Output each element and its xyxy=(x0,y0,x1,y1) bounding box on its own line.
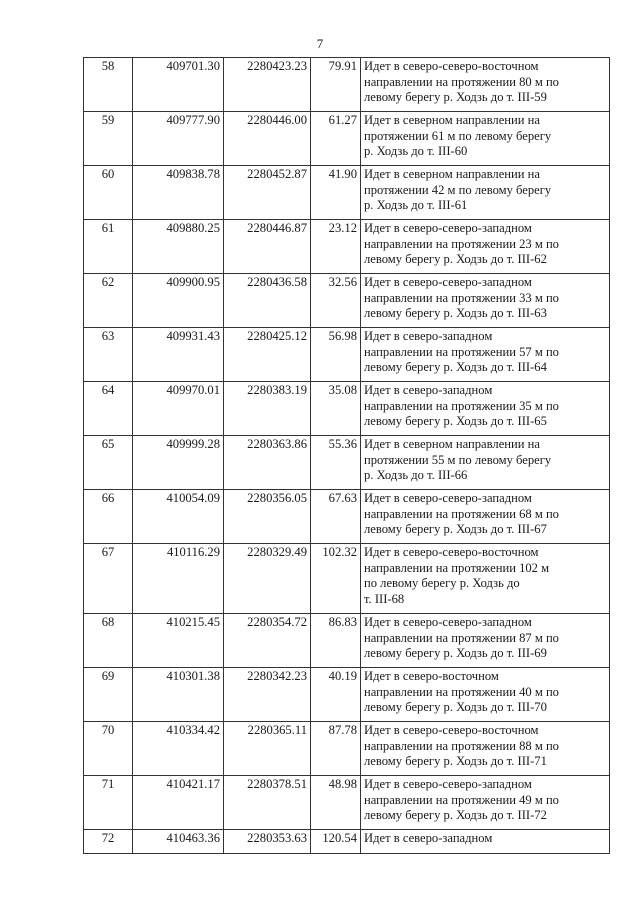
point-number: 69 xyxy=(84,668,133,722)
coordinate-y: 2280452.87 xyxy=(224,166,311,220)
point-number: 64 xyxy=(84,382,133,436)
coordinate-x: 410334.42 xyxy=(133,722,224,776)
table-row xyxy=(84,490,610,544)
table-row xyxy=(84,668,610,722)
segment-description: Идет в северном направлении на протяжении 42 м по левому берегу р. Ходзь до т. III-61 xyxy=(361,166,610,220)
coordinate-x: 409880.25 xyxy=(133,220,224,274)
coordinate-y: 2280378.51 xyxy=(224,776,311,830)
coordinate-x: 410054.09 xyxy=(133,490,224,544)
coordinate-y: 2280446.00 xyxy=(224,112,311,166)
segment-description: Идет в северо-северо-восточном направлении на протяжении 80 м по левому берегу р. Ходзь до т. III-59 xyxy=(361,58,610,112)
coordinate-x: 410301.38 xyxy=(133,668,224,722)
coordinate-x: 409838.78 xyxy=(133,166,224,220)
segment-length: 86.83 xyxy=(311,614,361,668)
point-number: 63 xyxy=(84,328,133,382)
table-row xyxy=(84,166,610,220)
coordinate-x: 409931.43 xyxy=(133,328,224,382)
segment-length: 35.08 xyxy=(311,382,361,436)
segment-description: Идет в северо-северо-западном направлении на протяжении 68 м по левому берегу р. Ходзь до т. III-67 xyxy=(361,490,610,544)
table-row xyxy=(84,776,610,830)
point-number: 67 xyxy=(84,544,133,614)
table-row xyxy=(84,614,610,668)
coordinate-x: 409999.28 xyxy=(133,436,224,490)
coordinate-y: 2280383.19 xyxy=(224,382,311,436)
coordinate-y: 2280446.87 xyxy=(224,220,311,274)
segment-length: 87.78 xyxy=(311,722,361,776)
segment-length: 41.90 xyxy=(311,166,361,220)
segment-description: Идет в северо-восточном направлении на протяжении 40 м по левому берегу р. Ходзь до т. III-70 xyxy=(361,668,610,722)
point-number: 61 xyxy=(84,220,133,274)
segment-description: Идет в северо-северо-западном направлении на протяжении 49 м по левому берегу р. Ходзь до т. III-72 xyxy=(361,776,610,830)
table-row xyxy=(84,830,610,854)
segment-description: Идет в северо-западном xyxy=(361,830,610,854)
coordinate-x: 410215.45 xyxy=(133,614,224,668)
point-number: 66 xyxy=(84,490,133,544)
segment-description: Идет в северо-северо-западном направлении на протяжении 87 м по левому берегу р. Ходзь до т. III-69 xyxy=(361,614,610,668)
table-row xyxy=(84,436,610,490)
segment-length: 48.98 xyxy=(311,776,361,830)
coordinate-y: 2280425.12 xyxy=(224,328,311,382)
coordinate-y: 2280356.05 xyxy=(224,490,311,544)
segment-description: Идет в северо-северо-восточном направлении на протяжении 88 м по левому берегу р. Ходзь до т. III-71 xyxy=(361,722,610,776)
point-number: 70 xyxy=(84,722,133,776)
coordinate-x: 409970.01 xyxy=(133,382,224,436)
point-number: 62 xyxy=(84,274,133,328)
boundary-points-table xyxy=(83,57,610,854)
point-number: 59 xyxy=(84,112,133,166)
coordinate-y: 2280354.72 xyxy=(224,614,311,668)
segment-description: Идет в северо-северо-западном направлении на протяжении 33 м по левому берегу р. Ходзь до т. III-63 xyxy=(361,274,610,328)
segment-description: Идет в северо-западном направлении на протяжении 35 м по левому берегу р. Ходзь до т. III-65 xyxy=(361,382,610,436)
coordinate-x: 410463.36 xyxy=(133,830,224,854)
table-row xyxy=(84,220,610,274)
page-number: 7 xyxy=(316,36,324,51)
point-number: 68 xyxy=(84,614,133,668)
coordinate-y: 2280436.58 xyxy=(224,274,311,328)
table-row xyxy=(84,112,610,166)
coordinate-y: 2280329.49 xyxy=(224,544,311,614)
segment-description: Идет в северном направлении на протяжении 55 м по левому берегу р. Ходзь до т. III-66 xyxy=(361,436,610,490)
coordinate-x: 410421.17 xyxy=(133,776,224,830)
table-row xyxy=(84,328,610,382)
segment-description: Идет в северо-северо-восточном направлении на протяжении 102 м по левому берегу р. Ходзь до т. III-68 xyxy=(361,544,610,614)
segment-length: 61.27 xyxy=(311,112,361,166)
segment-length: 67.63 xyxy=(311,490,361,544)
coordinate-x: 410116.29 xyxy=(133,544,224,614)
coordinate-y: 2280365.11 xyxy=(224,722,311,776)
coordinate-x: 409900.95 xyxy=(133,274,224,328)
table-row xyxy=(84,274,610,328)
coordinate-y: 2280363.86 xyxy=(224,436,311,490)
table-row xyxy=(84,722,610,776)
point-number: 65 xyxy=(84,436,133,490)
segment-length: 40.19 xyxy=(311,668,361,722)
segment-length: 56.98 xyxy=(311,328,361,382)
coordinate-y: 2280423.23 xyxy=(224,58,311,112)
point-number: 60 xyxy=(84,166,133,220)
segment-length: 102.32 xyxy=(311,544,361,614)
table-row xyxy=(84,58,610,112)
point-number: 72 xyxy=(84,830,133,854)
segment-length: 55.36 xyxy=(311,436,361,490)
segment-length: 32.56 xyxy=(311,274,361,328)
coordinate-x: 409777.90 xyxy=(133,112,224,166)
table-row xyxy=(84,544,610,614)
coordinate-y: 2280342.23 xyxy=(224,668,311,722)
segment-length: 23.12 xyxy=(311,220,361,274)
segment-description: Идет в северо-северо-западном направлении на протяжении 23 м по левому берегу р. Ходзь до т. III-62 xyxy=(361,220,610,274)
table-row xyxy=(84,382,610,436)
point-number: 58 xyxy=(84,58,133,112)
coordinate-x: 409701.30 xyxy=(133,58,224,112)
point-number: 71 xyxy=(84,776,133,830)
segment-length: 79.91 xyxy=(311,58,361,112)
coordinate-y: 2280353.63 xyxy=(224,830,311,854)
segment-length: 120.54 xyxy=(311,830,361,854)
segment-description: Идет в северном направлении на протяжении 61 м по левому берегу р. Ходзь до т. III-60 xyxy=(361,112,610,166)
segment-description: Идет в северо-западном направлении на протяжении 57 м по левому берегу р. Ходзь до т. III-64 xyxy=(361,328,610,382)
